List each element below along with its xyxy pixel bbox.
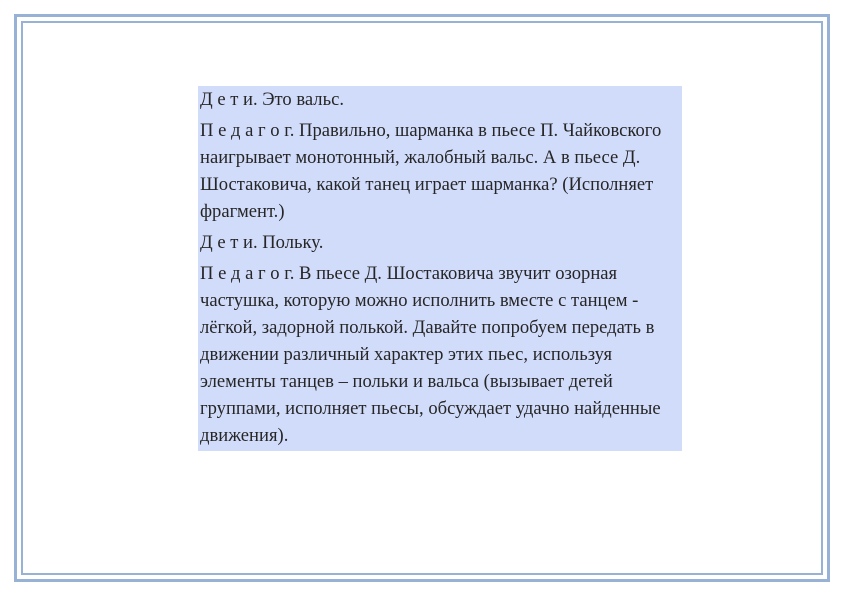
dialogue-paragraph-teacher-question: П е д а г о г. Правильно, шарманка в пьесе П. Чайковского наигрывает монотонный, жалобный вальс. А в пьесе Д. Шостаковича, какой танец играет шарманка? (Исполняет фрагмент.): [200, 120, 662, 222]
dialogue-paragraph-children-polka: Д е т и. Польку.: [200, 232, 324, 253]
dialogue-text-box: [198, 86, 682, 451]
dialogue-paragraph-children-waltz: Д е т и. Это вальс.: [200, 89, 344, 110]
dialogue-paragraph-teacher-instruction: П е д а г о г. В пьесе Д. Шостаковича звучит озорная частушка, которую можно исполнить вместе с танцем - лёгкой, задорной полькой. Давайте попробуем передать в движении различный характер этих пьес, используя элементы танцев – польки и вальса (вызывает детей группами, исполняет пьесы, обсуждает удачно найденные движения).: [200, 263, 661, 446]
